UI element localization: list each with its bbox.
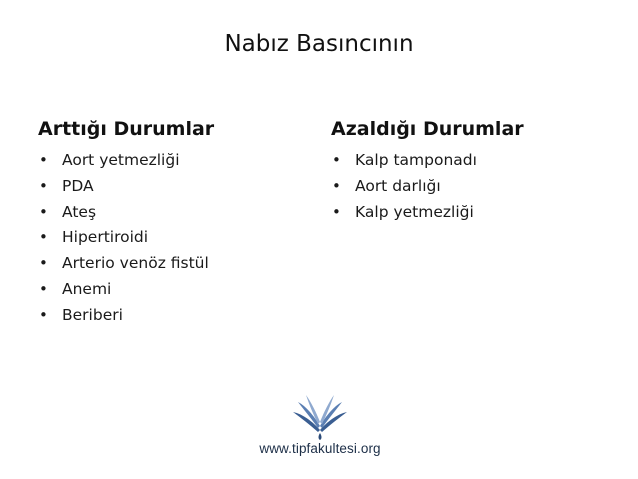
site-url: www.tipfakultesi.org (259, 441, 381, 456)
bullet-icon: • (332, 176, 341, 195)
list-item: • Kalp yetmezliği (331, 200, 621, 226)
bullet-icon: • (39, 305, 48, 324)
decrease-column (331, 116, 621, 225)
list-item: • PDA (38, 174, 298, 200)
bullet-icon: • (39, 279, 48, 298)
decrease-list (331, 148, 621, 225)
slide-title: Nabız Basıncının (224, 31, 414, 57)
list-item: • Aort yetmezliği (38, 148, 298, 174)
list-item: • Arterio venöz fistül (38, 251, 298, 277)
list-item: • Ateş (38, 200, 298, 226)
bullet-icon: • (39, 151, 48, 169)
decrease-heading: Azaldığı Durumlar (331, 118, 524, 140)
list-item: • Anemi (38, 277, 298, 303)
list-item: • Aort darlığı (331, 174, 621, 200)
increase-heading: Arttığı Durumlar (38, 118, 215, 140)
book-icon (289, 392, 351, 442)
list-item: • Beriberi (38, 303, 298, 329)
increase-column (38, 116, 298, 329)
list-item: • Kalp tamponadı (331, 148, 621, 174)
bullet-icon: • (39, 176, 48, 195)
increase-list (38, 148, 298, 329)
site-logo (250, 392, 390, 467)
bullet-icon: • (332, 151, 341, 169)
bullet-icon: • (332, 202, 341, 221)
bullet-icon: • (39, 202, 48, 221)
list-item: • Hipertiroidi (38, 225, 298, 251)
bullet-icon: • (39, 228, 48, 247)
bullet-icon: • (39, 254, 48, 273)
